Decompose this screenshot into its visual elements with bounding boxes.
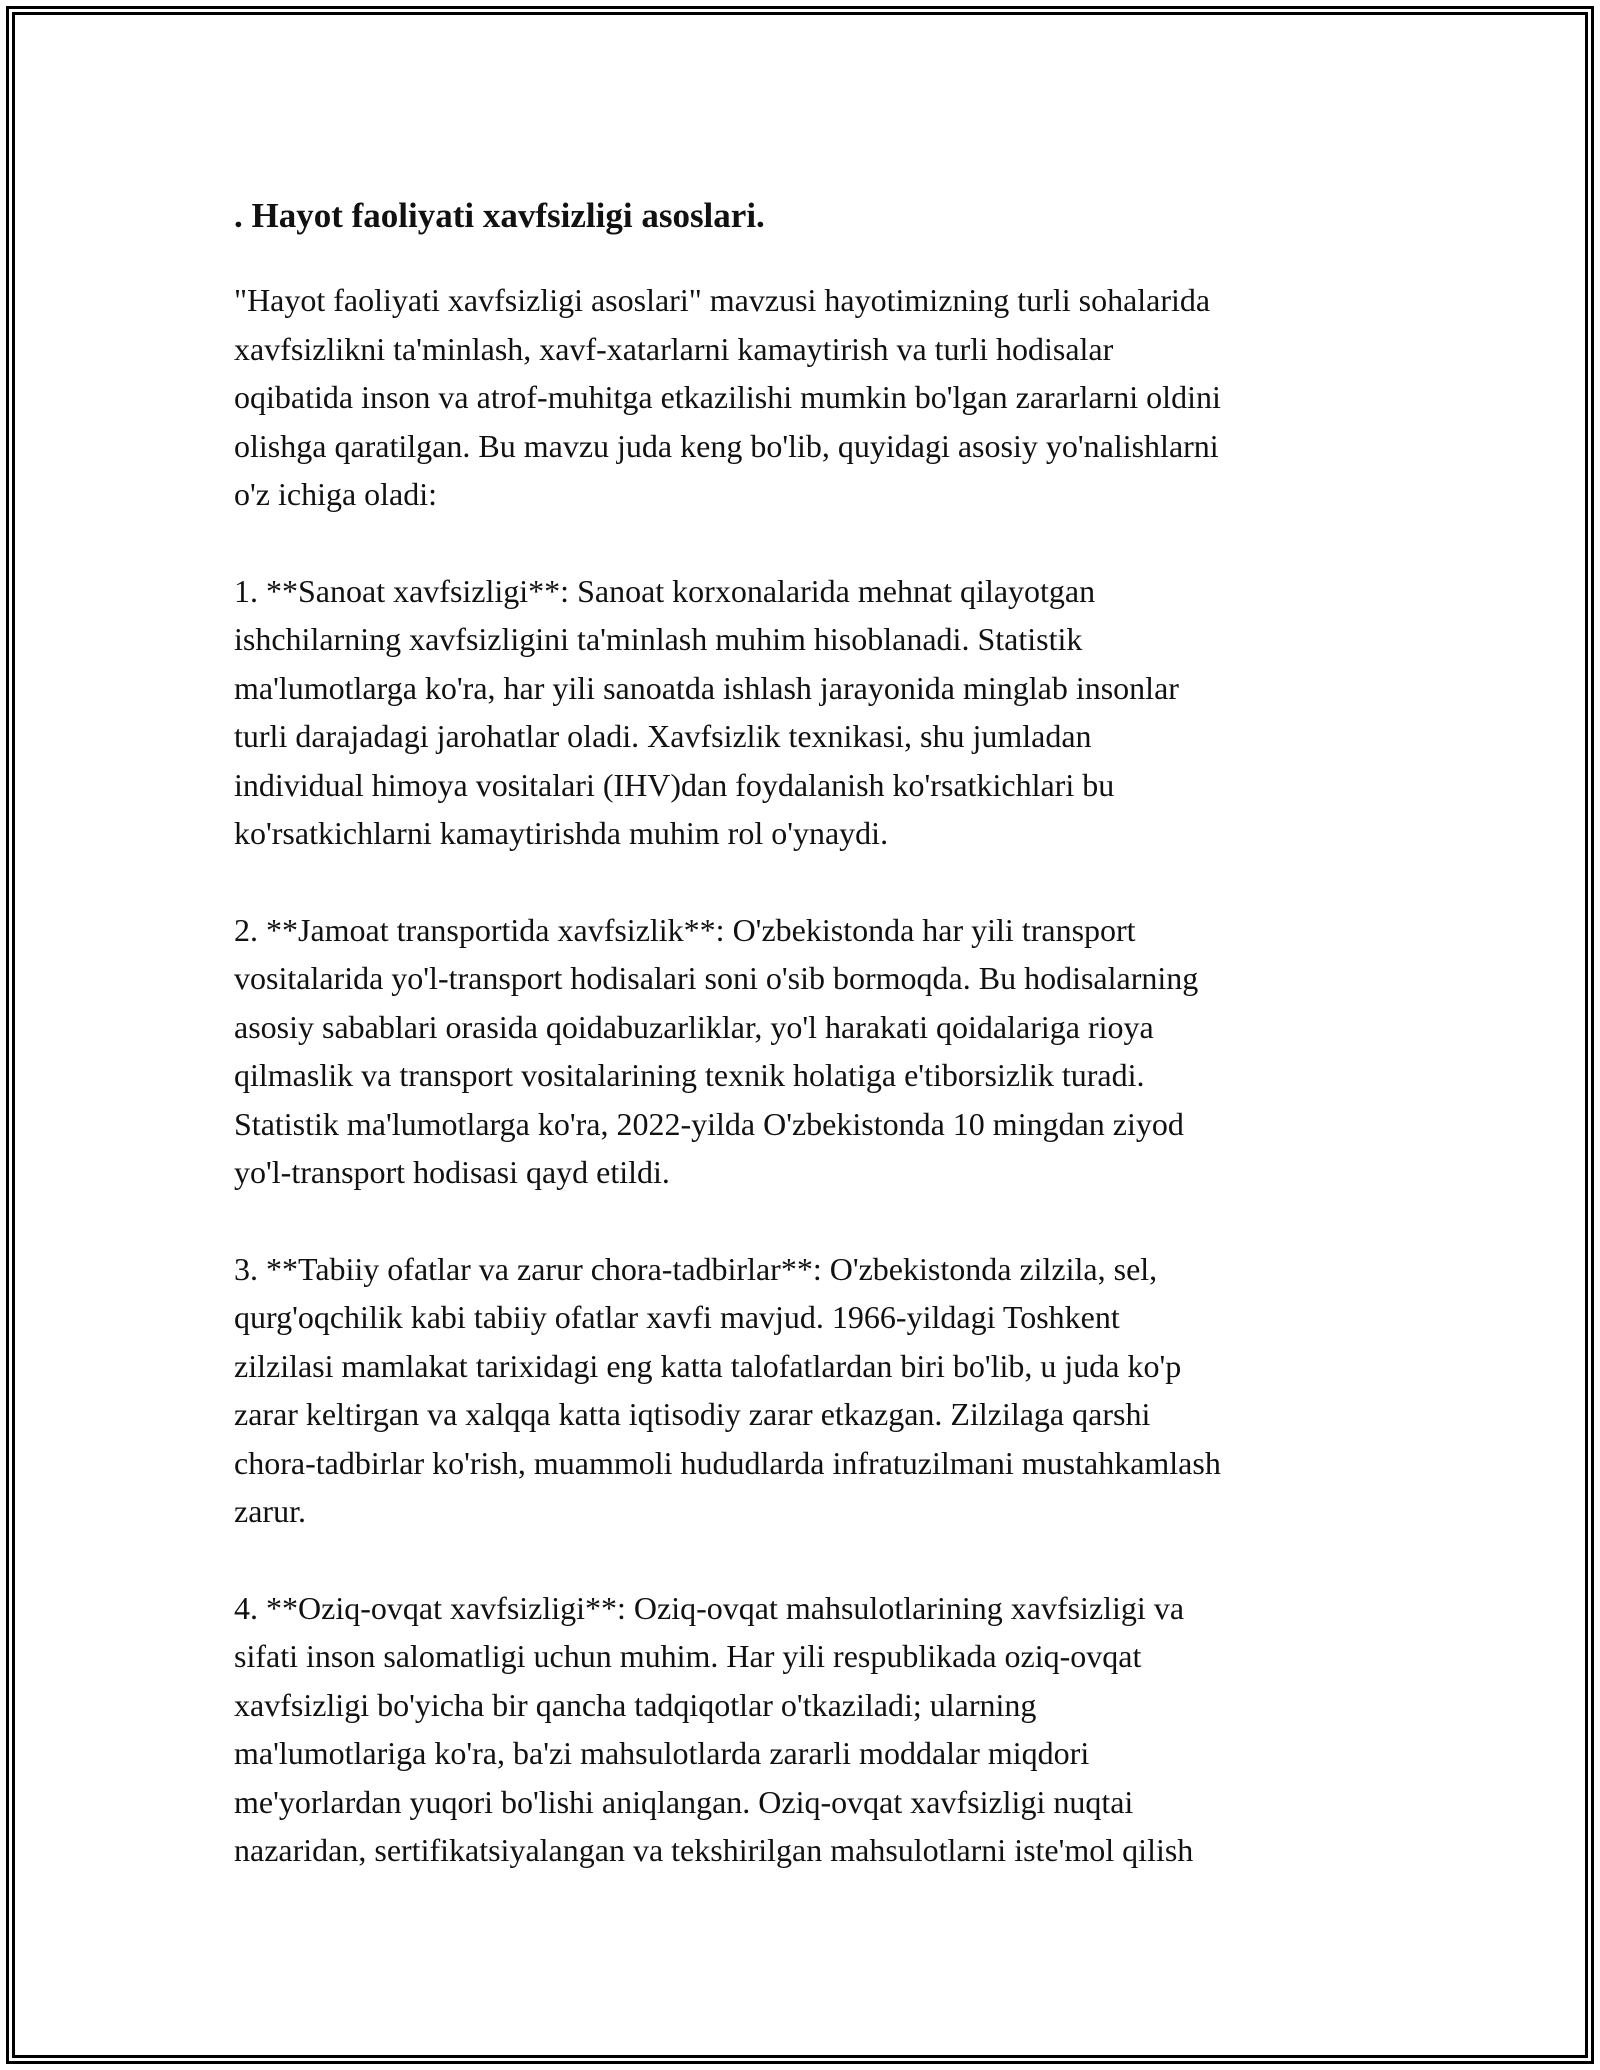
text-line: chora-tadbirlar ko'rish, muammoli hududlarda infratuzilmani mustahkamlash — [234, 1444, 1221, 1481]
text-line: nazaridan, sertifikatsiyalangan va tekshirilgan mahsulotlarni iste'mol qilish — [234, 1832, 1194, 1868]
text-line: ishchilarning xavfsizligini ta'minlash muhim hisoblanadi. Statistik — [234, 621, 1083, 657]
text-line: yo'l-transport hodisasi qayd etildi. — [234, 1154, 670, 1190]
text-line: oqibatida inson va atrof-muhitga etkazilishi mumkin bo'lgan zararlarni oldini — [234, 379, 1221, 415]
text-line: zilzilasi mamlakat tarixidagi eng katta talofatlardan biri bo'lib, u juda ko'p — [234, 1347, 1182, 1384]
document-title: . Hayot faoliyati xavfsizligi asoslari. — [234, 196, 765, 235]
text-line: 1. **Sanoat xavfsizligi**: Sanoat korxonalarida mehnat qilayotgan — [234, 572, 1096, 609]
text-line: "Hayot faoliyati xavfsizligi asoslari" mavzusi hayotimizning turli sohalarida — [234, 282, 1211, 318]
text-line: individual himoya vositalari (IHV)dan foydalanish ko'rsatkichlari bu — [234, 766, 1115, 803]
text-line: 2. **Jamoat transportida xavfsizlik**: O'zbekistonda har yili transport — [234, 911, 1136, 948]
text-line: olishga qaratilgan. Bu mavzu juda keng bo'lib, quyidagi asosiy yo'nalishlarni — [234, 427, 1219, 464]
text-line: ma'lumotlarga ko'ra, har yili sanoatda ishlash jarayonida minglab insonlar — [234, 669, 1179, 706]
list-item-industrial-safety — [234, 567, 1384, 858]
text-line: zarur. — [234, 1493, 306, 1529]
text-line: me'yorlardan yuqori bo'lishi aniqlangan. Oziq-ovqat xavfsizligi nuqtai — [234, 1783, 1134, 1820]
text-line: qilmaslik va transport vositalarining texnik holatiga e'tiborsizlik turadi. — [234, 1057, 1145, 1093]
text-line: 3. **Tabiiy ofatlar va zarur chora-tadbirlar**: O'zbekistonda zilzila, sel, — [234, 1250, 1158, 1287]
list-item-food-safety — [234, 1584, 1384, 1875]
text-line: zarar keltirgan va xalqqa katta iqtisodiy zarar etkazgan. Zilzilaga qarshi — [234, 1396, 1151, 1432]
list-item-transport-safety — [234, 906, 1384, 1197]
text-line: xavfsizligi bo'yicha bir qancha tadqiqotlar o'tkaziladi; ularning — [234, 1686, 1037, 1723]
document-page — [234, 188, 1384, 1923]
text-line: vositalarida yo'l-transport hodisalari soni o'sib bormoqda. Bu hodisalarning — [234, 960, 1199, 996]
text-line: asosiy sabablari orasida qoidabuzarliklar, yo'l harakati qoidalariga rioya — [234, 1008, 1154, 1045]
text-line: sifati inson salomatligi uchun muhim. Har yili respublikada oziq-ovqat — [234, 1638, 1142, 1674]
text-line: qurg'oqchilik kabi tabiiy ofatlar xavfi mavjud. 1966-yildagi Toshkent — [234, 1299, 1120, 1335]
text-line: turli darajadagi jarohatlar oladi. Xavfsizlik texnikasi, shu jumladan — [234, 718, 1092, 754]
text-line: 4. **Oziq-ovqat xavfsizligi**: Oziq-ovqat mahsulotlarining xavfsizligi va — [234, 1589, 1185, 1626]
intro-paragraph — [234, 276, 1384, 519]
text-line: o'z ichiga oladi: — [234, 476, 438, 512]
text-line: xavfsizlikni ta'minlash, xavf-xatarlarni kamaytirish va turli hodisalar — [234, 330, 1114, 367]
text-line: ko'rsatkichlarni kamaytirishda muhim rol o'ynaydi. — [234, 815, 889, 851]
list-item-natural-disasters — [234, 1245, 1384, 1536]
text-line: Statistik ma'lumotlarga ko'ra, 2022-yilda O'zbekistonda 10 mingdan ziyod — [234, 1105, 1184, 1142]
text-line: ma'lumotlariga ko'ra, ba'zi mahsulotlarda zararli moddalar miqdori — [234, 1735, 1090, 1771]
